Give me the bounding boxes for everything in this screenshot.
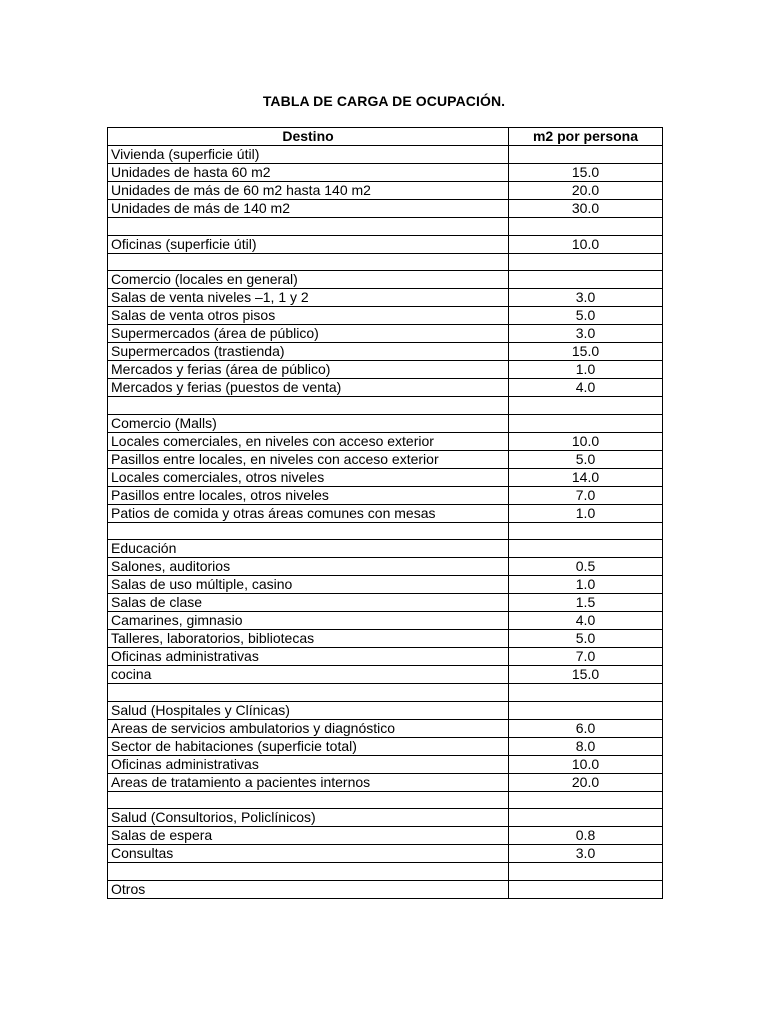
cell-m2-por-persona [509,414,663,432]
cell-m2-por-persona: 3.0 [509,845,663,863]
table-row [108,218,663,236]
occupancy-load-table [107,127,663,899]
table-row [108,397,663,415]
column-header-m2-por-persona: m2 por persona [509,128,663,146]
table-row [108,379,663,397]
table-row [108,307,663,325]
cell-m2-por-persona: 10.0 [509,235,663,253]
cell-m2-por-persona: 20.0 [509,182,663,200]
cell-m2-por-persona: 3.0 [509,289,663,307]
cell-m2-por-persona: 8.0 [509,737,663,755]
cell-destino: Consultas [108,845,509,863]
cell-m2-por-persona [509,397,663,415]
cell-m2-por-persona: 1.0 [509,576,663,594]
cell-destino [108,791,509,809]
table-row [108,719,663,737]
table-row [108,522,663,540]
cell-m2-por-persona [509,218,663,236]
cell-m2-por-persona [509,271,663,289]
cell-destino [108,253,509,271]
table-row [108,666,663,684]
table-row [108,289,663,307]
cell-destino: Areas de servicios ambulatorios y diagnóstico [108,719,509,737]
table-row [108,827,663,845]
table-row [108,684,663,702]
cell-m2-por-persona [509,863,663,881]
cell-m2-por-persona [509,253,663,271]
cell-m2-por-persona [509,146,663,164]
table-row [108,325,663,343]
table-row [108,773,663,791]
column-header-destino: Destino [108,128,509,146]
cell-destino: Camarines, gimnasio [108,612,509,630]
table-row [108,737,663,755]
table-row [108,450,663,468]
cell-m2-por-persona [509,809,663,827]
table-header-row [108,128,663,146]
table-row [108,414,663,432]
cell-m2-por-persona [509,522,663,540]
cell-destino: Salud (Consultorios, Policlínicos) [108,809,509,827]
cell-m2-por-persona: 15.0 [509,164,663,182]
document-title: TABLA DE CARGA DE OCUPACIÓN. [262,93,506,109]
cell-destino [108,397,509,415]
table-row [108,200,663,218]
table-row [108,361,663,379]
table-row [108,146,663,164]
cell-destino: Educación [108,540,509,558]
cell-destino: Mercados y ferias (puestos de venta) [108,379,509,397]
table-row [108,701,663,719]
table-row [108,791,663,809]
cell-destino: Pasillos entre locales, otros niveles [108,486,509,504]
table-row [108,612,663,630]
cell-destino [108,218,509,236]
cell-m2-por-persona: 6.0 [509,719,663,737]
table-row [108,576,663,594]
cell-destino: Oficinas (superficie útil) [108,235,509,253]
table-row [108,343,663,361]
table-row [108,253,663,271]
table-row [108,755,663,773]
cell-destino: Oficinas administrativas [108,755,509,773]
cell-destino [108,684,509,702]
cell-destino: Mercados y ferias (área de público) [108,361,509,379]
cell-destino [108,863,509,881]
cell-m2-por-persona [509,791,663,809]
cell-m2-por-persona: 5.0 [509,450,663,468]
cell-m2-por-persona: 4.0 [509,379,663,397]
table-body [108,146,663,899]
table-row [108,432,663,450]
cell-m2-por-persona: 7.0 [509,648,663,666]
cell-m2-por-persona: 0.5 [509,558,663,576]
cell-destino: Unidades de hasta 60 m2 [108,164,509,182]
cell-destino: Talleres, laboratorios, bibliotecas [108,630,509,648]
cell-m2-por-persona [509,880,663,898]
cell-destino: Comercio (Malls) [108,414,509,432]
cell-destino: Salas de espera [108,827,509,845]
cell-destino: Locales comerciales, otros niveles [108,468,509,486]
cell-destino: Areas de tratamiento a pacientes internos [108,773,509,791]
cell-m2-por-persona: 7.0 [509,486,663,504]
cell-destino: Vivienda (superficie útil) [108,146,509,164]
table-row [108,235,663,253]
cell-m2-por-persona: 1.0 [509,361,663,379]
table-row [108,880,663,898]
table-row [108,863,663,881]
cell-m2-por-persona: 15.0 [509,666,663,684]
cell-destino: Supermercados (área de público) [108,325,509,343]
cell-m2-por-persona: 1.5 [509,594,663,612]
table-row [108,271,663,289]
cell-m2-por-persona [509,701,663,719]
cell-m2-por-persona: 3.0 [509,325,663,343]
cell-m2-por-persona: 5.0 [509,307,663,325]
table-row [108,540,663,558]
cell-destino [108,522,509,540]
table-row [108,182,663,200]
cell-m2-por-persona: 15.0 [509,343,663,361]
cell-destino: Sector de habitaciones (superficie total) [108,737,509,755]
cell-m2-por-persona: 10.0 [509,432,663,450]
cell-destino: Patios de comida y otras áreas comunes con mesas [108,504,509,522]
cell-destino: Comercio (locales en general) [108,271,509,289]
cell-m2-por-persona [509,540,663,558]
cell-m2-por-persona: 14.0 [509,468,663,486]
cell-destino: Supermercados (trastienda) [108,343,509,361]
cell-m2-por-persona: 5.0 [509,630,663,648]
cell-destino: Otros [108,880,509,898]
cell-destino: Salas de venta niveles –1, 1 y 2 [108,289,509,307]
cell-destino: Salas de clase [108,594,509,612]
cell-destino: Unidades de más de 60 m2 hasta 140 m2 [108,182,509,200]
table-row [108,486,663,504]
cell-destino: Salones, auditorios [108,558,509,576]
cell-m2-por-persona [509,684,663,702]
table-row [108,558,663,576]
cell-destino: cocina [108,666,509,684]
cell-m2-por-persona: 30.0 [509,200,663,218]
cell-destino: Salud (Hospitales y Clínicas) [108,701,509,719]
table-row [108,630,663,648]
table-row [108,594,663,612]
cell-destino: Pasillos entre locales, en niveles con acceso exterior [108,450,509,468]
table-row [108,164,663,182]
cell-m2-por-persona: 1.0 [509,504,663,522]
cell-m2-por-persona: 20.0 [509,773,663,791]
cell-destino: Unidades de más de 140 m2 [108,200,509,218]
cell-destino: Oficinas administrativas [108,648,509,666]
cell-m2-por-persona: 4.0 [509,612,663,630]
cell-m2-por-persona: 10.0 [509,755,663,773]
table-row [108,845,663,863]
cell-destino: Salas de uso múltiple, casino [108,576,509,594]
table-row [108,504,663,522]
cell-m2-por-persona: 0.8 [509,827,663,845]
cell-destino: Salas de venta otros pisos [108,307,509,325]
cell-destino: Locales comerciales, en niveles con acceso exterior [108,432,509,450]
table-row [108,648,663,666]
table-row [108,809,663,827]
table-row [108,468,663,486]
